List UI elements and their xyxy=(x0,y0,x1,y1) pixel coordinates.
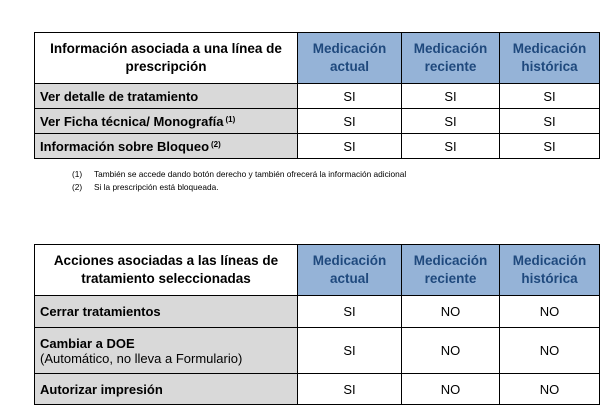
cell-value: NO xyxy=(402,374,500,405)
row-label-text: Información sobre Bloqueo xyxy=(40,138,210,154)
table-title: Información asociada a una línea de prescripción xyxy=(35,33,298,84)
cell-value: NO xyxy=(500,296,600,328)
footnote-text: Si la prescripción está bloqueada. xyxy=(94,182,219,192)
cell-value: SI xyxy=(298,328,402,374)
cell-value: SI xyxy=(500,84,600,109)
footnote xyxy=(72,181,406,194)
column-header-recent: Medicación reciente xyxy=(402,33,500,84)
cell-value: SI xyxy=(298,296,402,328)
column-header-current: Medicación actual xyxy=(298,245,402,296)
table-header-row xyxy=(35,33,600,84)
row-label-text: Autorizar impresión xyxy=(40,381,163,397)
cell-value: NO xyxy=(402,328,500,374)
table-row xyxy=(35,328,600,374)
treatment-actions-table xyxy=(34,244,600,405)
table-header-row xyxy=(35,245,600,296)
row-label xyxy=(35,374,298,405)
cell-value: SI xyxy=(402,134,500,159)
table-row xyxy=(35,374,600,405)
cell-value: SI xyxy=(298,134,402,159)
table-row xyxy=(35,134,600,159)
footnote-ref: (1) xyxy=(225,114,236,124)
prescription-info-table xyxy=(34,32,600,159)
row-label xyxy=(35,296,298,328)
cell-value: NO xyxy=(500,374,600,405)
column-header-recent: Medicación reciente xyxy=(402,245,500,296)
row-label-text: Cambiar a DOE xyxy=(40,335,135,351)
footnote-ref: (2) xyxy=(211,139,221,149)
cell-value: SI xyxy=(402,109,500,134)
row-sublabel: (Automático, no lleva a Formulario) xyxy=(40,350,243,366)
table-row xyxy=(35,296,600,328)
footnote-text: También se accede dando botón derecho y también ofrecerá la información adicional xyxy=(94,169,407,179)
column-header-historic: Medicación histórica xyxy=(500,245,600,296)
footnotes xyxy=(72,168,406,194)
row-label xyxy=(35,328,298,374)
column-header-historic: Medicación histórica xyxy=(500,33,600,84)
footnote xyxy=(72,168,406,181)
cell-value: NO xyxy=(402,296,500,328)
row-label-text: Ver Ficha técnica/ Monografía xyxy=(40,113,224,129)
cell-value: NO xyxy=(500,328,600,374)
row-label-text: Ver detalle de tratamiento xyxy=(40,88,199,104)
row-label xyxy=(35,109,298,134)
table-row xyxy=(35,109,600,134)
footnote-number: (1) xyxy=(72,169,83,179)
row-label xyxy=(35,134,298,159)
column-header-current: Medicación actual xyxy=(298,33,402,84)
table-title: Acciones asociadas a las líneas de tratamiento seleccionadas xyxy=(35,245,298,296)
footnote-number: (2) xyxy=(72,182,83,192)
table-row xyxy=(35,84,600,109)
cell-value: SI xyxy=(402,84,500,109)
cell-value: SI xyxy=(298,374,402,405)
row-label xyxy=(35,84,298,109)
cell-value: SI xyxy=(500,109,600,134)
cell-value: SI xyxy=(500,134,600,159)
row-label-text: Cerrar tratamientos xyxy=(40,304,161,319)
cell-value: SI xyxy=(298,109,402,134)
cell-value: SI xyxy=(298,84,402,109)
